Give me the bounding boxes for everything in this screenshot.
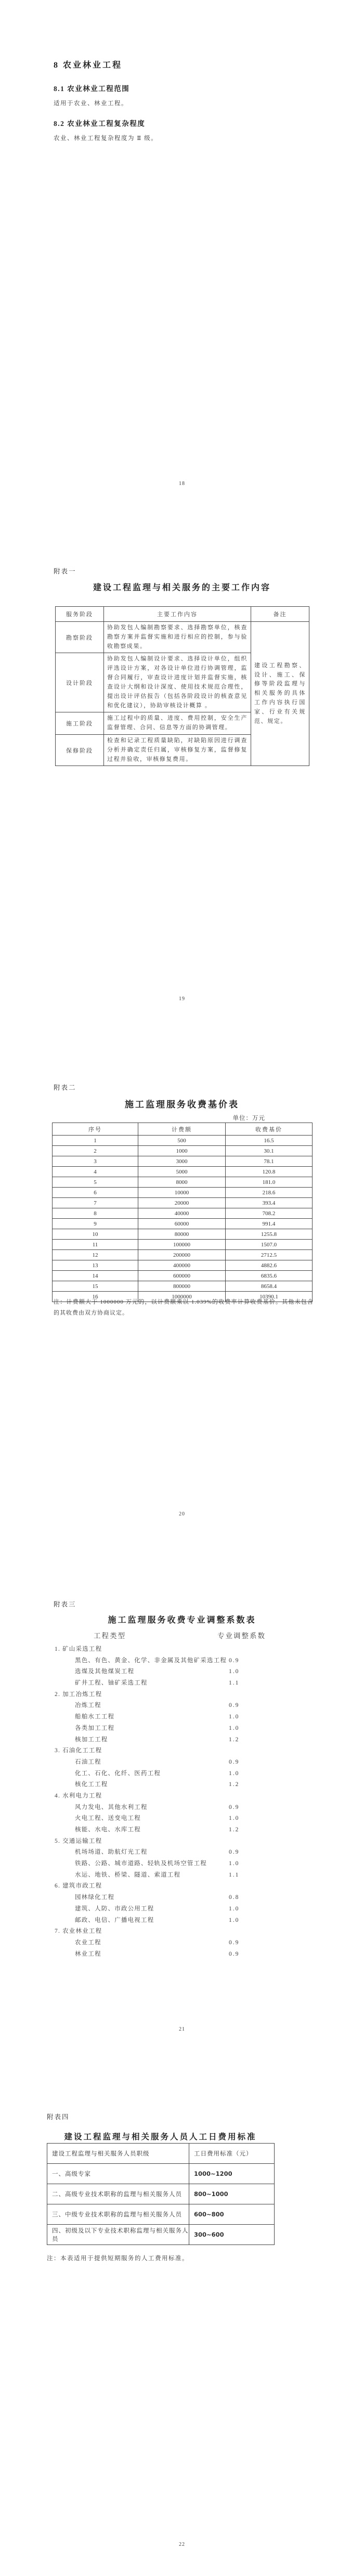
- coefficient-value: 0.9: [229, 1657, 240, 1664]
- category-value: [229, 1881, 309, 1892]
- t4-header-fee: 工日费用标准（元）: [189, 2144, 275, 2164]
- index-cell: 15: [53, 1281, 138, 1292]
- amount-cell: 500: [138, 1136, 226, 1146]
- coefficient-value: 0.9: [229, 1950, 240, 1957]
- page-number-19: 19: [179, 996, 185, 1002]
- rank-cell: 四、初级及以下专业技术职称监理与相关服务人员: [47, 2225, 189, 2245]
- content-cell: 施工过程中的质量、进度、费用控制，安全生产监督管理、合同、信息等方面的协调管理。: [104, 712, 251, 735]
- appendix3-label: 附表三: [54, 1601, 76, 1608]
- section-8-1-body: 适用于农业、林业工程。: [54, 100, 128, 107]
- fee-cell: 1000~1200: [189, 2164, 275, 2184]
- list-item: [55, 1779, 309, 1791]
- price-cell: 4882.6: [226, 1260, 313, 1271]
- t1-header-remark: 备注: [251, 607, 309, 622]
- category-value: [229, 1926, 309, 1937]
- fee-cell: 300~600: [189, 2225, 275, 2245]
- list-item: [55, 1915, 309, 1927]
- category-value: [229, 1644, 309, 1655]
- rank-cell: 三、中级专业技术职称的监理与相关服务人员: [47, 2204, 189, 2225]
- item-label: 邮政、电信、广播电视工程: [75, 1917, 154, 1923]
- amount-cell: 1000000: [138, 1292, 226, 1302]
- item-label: 铁路、公路、城市道路、轻轨及机场空管工程: [75, 1860, 207, 1867]
- page-number-18: 18: [179, 481, 185, 487]
- table-row: [47, 2164, 275, 2184]
- coefficient-value: 0.9: [229, 1702, 240, 1709]
- coefficient-value: 1.0: [229, 1714, 240, 1720]
- appendix2-label: 附表二: [54, 1084, 76, 1091]
- section-8: [54, 58, 333, 142]
- appendix2-note: 注：计费额大于 1000000 万元的，以计费额乘以 1.039%的收费率计算收费基价。其他未包含的其收费由双方协商议定。: [54, 1299, 314, 1316]
- coefficient-value: 1.0: [229, 1917, 240, 1923]
- appendix4-label: 附表四: [47, 2113, 70, 2121]
- price-cell: 16.5: [226, 1136, 313, 1146]
- list-item: [55, 1723, 309, 1735]
- table-row: [53, 1229, 313, 1240]
- index-cell: 12: [53, 1250, 138, 1260]
- table-header-row: [47, 2144, 275, 2164]
- t4-header-rank: 建设工程监理与相关服务人员职级: [47, 2144, 189, 2164]
- base-price-table-body: [53, 1136, 313, 1302]
- table-row: [53, 1240, 313, 1250]
- category-row: [55, 1836, 309, 1847]
- index-cell: 1: [53, 1136, 138, 1146]
- item-label: 园林绿化工程: [75, 1894, 115, 1901]
- section-8-2-title: 8.2 农业林业工程复杂程度: [54, 120, 146, 127]
- section-heading: 8 农业林业工程: [54, 61, 123, 70]
- page-2: [0, 515, 364, 1030]
- category-row: [55, 1644, 309, 1655]
- index-cell: 3: [53, 1156, 138, 1167]
- item-label: 建筑、人防、市政公用工程: [75, 1905, 154, 1912]
- list-item: [55, 1757, 309, 1768]
- item-label: 机场场道、助航灯光工程: [75, 1849, 148, 1856]
- price-cell: 218.6: [226, 1188, 313, 1198]
- price-cell: 708.2: [226, 1208, 313, 1219]
- page-3: [0, 1030, 364, 1546]
- item-label: 水运、地铁、桥梁、隧道、索道工程: [75, 1871, 181, 1878]
- index-cell: 11: [53, 1240, 138, 1250]
- page-number-22: 22: [179, 2542, 185, 2547]
- a3-header-type: 工程类型: [94, 1632, 126, 1640]
- item-label: 各类加工工程: [75, 1725, 115, 1731]
- category-label: 1. 矿山采选工程: [55, 1646, 102, 1652]
- stage-cell: 保修阶段: [56, 734, 104, 766]
- table-row: [53, 1281, 313, 1292]
- index-cell: 4: [53, 1167, 138, 1177]
- table-row: [53, 1219, 313, 1229]
- amount-cell: 1000: [138, 1146, 226, 1156]
- item-label: 黑色、有色、黄金、化学、非金属及其他矿采选工程: [75, 1657, 227, 1664]
- category-row: [55, 1745, 309, 1757]
- price-cell: 2712.5: [226, 1250, 313, 1260]
- category-label: 6. 建筑市政工程: [55, 1883, 102, 1890]
- table-row: [53, 1156, 313, 1167]
- labor-day-fee-table-body: [47, 2164, 275, 2245]
- coefficient-value: 1.1: [229, 1680, 240, 1687]
- category-value: [229, 1836, 309, 1847]
- item-label: 石油工程: [75, 1758, 101, 1765]
- amount-cell: 10000: [138, 1188, 226, 1198]
- list-item: [55, 1937, 309, 1949]
- item-label: 船舶水工工程: [75, 1714, 115, 1720]
- amount-cell: 8000: [138, 1177, 226, 1188]
- index-cell: 9: [53, 1219, 138, 1229]
- item-label: 选煤及其他煤炭工程: [75, 1668, 135, 1675]
- price-cell: 1507.0: [226, 1240, 313, 1250]
- list-item: [55, 1802, 309, 1814]
- category-label: 3. 石油化工工程: [55, 1748, 102, 1754]
- price-cell: 6835.6: [226, 1271, 313, 1281]
- list-item: [55, 1712, 309, 1723]
- index-cell: 5: [53, 1177, 138, 1188]
- table-header-row: [53, 1123, 313, 1136]
- amount-cell: 200000: [138, 1250, 226, 1260]
- appendix4-note: 注：本表适用于提供短期服务的人工费用标准。: [47, 2255, 189, 2262]
- page-5: [0, 2061, 364, 2576]
- index-cell: 8: [53, 1208, 138, 1219]
- table-row: [53, 1167, 313, 1177]
- amount-cell: 600000: [138, 1271, 226, 1281]
- amount-cell: 80000: [138, 1229, 226, 1240]
- item-label: 林业工程: [75, 1950, 101, 1957]
- list-item: [55, 1949, 309, 1960]
- table-row: [53, 1208, 313, 1219]
- index-cell: 2: [53, 1146, 138, 1156]
- amount-cell: 60000: [138, 1219, 226, 1229]
- page-number-21: 21: [179, 2026, 185, 2032]
- item-label: 冶炼工程: [75, 1702, 101, 1709]
- coefficient-value: 1.0: [229, 1860, 240, 1867]
- adjustment-coefficient-list: [55, 1644, 309, 1960]
- amount-cell: 100000: [138, 1240, 226, 1250]
- t2-header-amount: 计费额: [138, 1123, 226, 1136]
- list-item: [55, 1655, 309, 1667]
- price-cell: 10390.1: [226, 1292, 313, 1302]
- t1-header-stage: 服务阶段: [56, 607, 104, 622]
- a3-header-coefficient: 专业调整系数: [217, 1632, 266, 1640]
- appendix1-label: 附表一: [54, 568, 76, 575]
- amount-cell: 5000: [138, 1167, 226, 1177]
- category-label: 5. 交通运输工程: [55, 1838, 102, 1844]
- t2-header-index: 序号: [53, 1123, 138, 1136]
- item-label: 核加工工程: [75, 1736, 108, 1743]
- item-label: 矿井工程、铀矿采选工程: [75, 1680, 148, 1687]
- category-label: 4. 水利电力工程: [55, 1792, 102, 1799]
- category-row: [55, 1689, 309, 1701]
- list-item: [55, 1825, 309, 1836]
- category-row: [55, 1926, 309, 1937]
- section-8-1-title: 8.1 农业林业工程范围: [54, 85, 130, 93]
- fee-cell: 800~1000: [189, 2184, 275, 2204]
- coefficient-value: 1.1: [229, 1871, 240, 1878]
- section-8-2-body: 农业、林业工程复杂程度为 Ⅱ 级。: [54, 135, 158, 142]
- item-label: 化工、石化、化纤、医药工程: [75, 1770, 161, 1777]
- amount-cell: 400000: [138, 1260, 226, 1271]
- category-value: [229, 1745, 309, 1757]
- appendix4-title: 建设工程监理与相关服务人员人工日费用标准: [64, 2133, 257, 2141]
- price-cell: 78.1: [226, 1156, 313, 1167]
- list-item: [55, 1870, 309, 1881]
- page-number-20: 20: [179, 1511, 185, 1517]
- table-header-row: [56, 607, 309, 622]
- page-1: [0, 0, 364, 515]
- coefficient-value: 0.8: [229, 1894, 240, 1901]
- table-row: [53, 1250, 313, 1260]
- index-cell: 10: [53, 1229, 138, 1240]
- category-label: 2. 加工冶炼工程: [55, 1691, 102, 1698]
- price-cell: 8658.4: [226, 1281, 313, 1292]
- stage-cell: 施工阶段: [56, 712, 104, 735]
- list-item: [55, 1813, 309, 1825]
- category-row: [55, 1791, 309, 1802]
- rank-cell: 一、高级专家: [47, 2164, 189, 2184]
- coefficient-value: 1.0: [229, 1668, 240, 1675]
- item-label: 火电工程、送变电工程: [75, 1815, 141, 1822]
- table-row: [47, 2184, 275, 2204]
- remark-cell: 建设工程勘察、设计、施工、保修等阶段监理与相关服务的具体工作内容执行国家、行业有关规范、规定。: [251, 622, 309, 766]
- table-row: [53, 1260, 313, 1271]
- table-row: [47, 2204, 275, 2225]
- coefficient-value: 1.0: [229, 1815, 240, 1822]
- category-row: [55, 1881, 309, 1892]
- list-item: [55, 1735, 309, 1746]
- coefficient-value: 0.9: [229, 1939, 240, 1946]
- price-cell: 991.4: [226, 1219, 313, 1229]
- list-item: [55, 1858, 309, 1870]
- list-item: [55, 1768, 309, 1780]
- index-cell: 13: [53, 1260, 138, 1271]
- content-cell: 检查和记录工程质量缺陷，对缺陷原因进行调查分析并确定责任归属，审核修复方案，监督修复过程并验收，审核修复费用。: [104, 734, 251, 766]
- coefficient-value: 1.2: [229, 1781, 240, 1788]
- index-cell: 7: [53, 1198, 138, 1208]
- price-cell: 181.0: [226, 1177, 313, 1188]
- list-item: [55, 1847, 309, 1858]
- category-label: 7. 农业林业工程: [55, 1928, 102, 1935]
- list-item: [55, 1904, 309, 1915]
- t1-header-content: 主要工作内容: [104, 607, 251, 622]
- list-item: [55, 1700, 309, 1712]
- price-cell: 30.1: [226, 1146, 313, 1156]
- coefficient-value: 1.0: [229, 1905, 240, 1912]
- price-cell: 393.4: [226, 1198, 313, 1208]
- content-cell: 协助发包人编制勘察要求、选择勘察单位，核查勘察方案并监督实施和进行相应的控制，参与验收勘察成果。: [104, 622, 251, 653]
- content-cell: 协助发包人编制设计要求、选择设计单位，组织评选设计方案，对各设计单位进行协调管理，监督合同履行，审查设计进度计划并监督实施，核查设计大纲和设计深度、使用技术规范合理性，提出设计评估报告（包括各阶段设计的核查意见和优化建议），协助审核设计概算 。: [104, 653, 251, 712]
- coefficient-value: 1.2: [229, 1736, 240, 1743]
- category-value: [229, 1689, 309, 1701]
- coefficient-value: 1.2: [229, 1827, 240, 1833]
- list-item: [55, 1678, 309, 1689]
- appendix3-title: 施工监理服务收费专业调整系数表: [108, 1616, 256, 1625]
- category-value: [229, 1791, 309, 1802]
- item-label: 核能、水电、水库工程: [75, 1827, 141, 1833]
- amount-cell: 3000: [138, 1156, 226, 1167]
- price-cell: 1255.8: [226, 1229, 313, 1240]
- stage-cell: 设计阶段: [56, 653, 104, 712]
- page-4: [0, 1546, 364, 2061]
- coefficient-value: 0.9: [229, 1758, 240, 1765]
- coefficient-value: 0.9: [229, 1849, 240, 1856]
- appendix1-title: 建设工程监理与相关服务的主要工作内容: [93, 583, 271, 592]
- stage-cell: 勘察阶段: [56, 622, 104, 653]
- item-label: 核化工工程: [75, 1781, 108, 1788]
- item-label: 风力发电、其他水利工程: [75, 1804, 148, 1810]
- table-row: [53, 1177, 313, 1188]
- amount-cell: 40000: [138, 1208, 226, 1219]
- table-row: [56, 622, 309, 653]
- amount-cell: 20000: [138, 1198, 226, 1208]
- table-row: [53, 1188, 313, 1198]
- index-cell: 16: [53, 1292, 138, 1302]
- item-label: 农业工程: [75, 1939, 101, 1946]
- work-content-table: [55, 606, 309, 766]
- rank-cell: 二、高级专业技术职称的监理与相关服务人员: [47, 2184, 189, 2204]
- coefficient-value: 0.9: [229, 1804, 240, 1810]
- t2-header-price: 收费基价: [226, 1123, 313, 1136]
- work-content-table-body: [56, 622, 309, 766]
- coefficient-value: 1.0: [229, 1725, 240, 1731]
- list-item: [55, 1666, 309, 1678]
- table-row: [53, 1136, 313, 1146]
- amount-cell: 800000: [138, 1281, 226, 1292]
- price-cell: 120.8: [226, 1167, 313, 1177]
- table-row: [53, 1198, 313, 1208]
- base-price-table: [52, 1123, 313, 1302]
- unit-label: 单位：万元: [232, 1115, 265, 1121]
- fee-cell: 600~800: [189, 2204, 275, 2225]
- table-row: [47, 2225, 275, 2245]
- table-row: [53, 1146, 313, 1156]
- appendix2-title: 施工监理服务收费基价表: [125, 1100, 239, 1110]
- index-cell: 6: [53, 1188, 138, 1198]
- labor-day-fee-table: [47, 2143, 275, 2245]
- coefficient-value: 1.0: [229, 1770, 240, 1777]
- index-cell: 14: [53, 1271, 138, 1281]
- list-item: [55, 1892, 309, 1904]
- table-row: [53, 1271, 313, 1281]
